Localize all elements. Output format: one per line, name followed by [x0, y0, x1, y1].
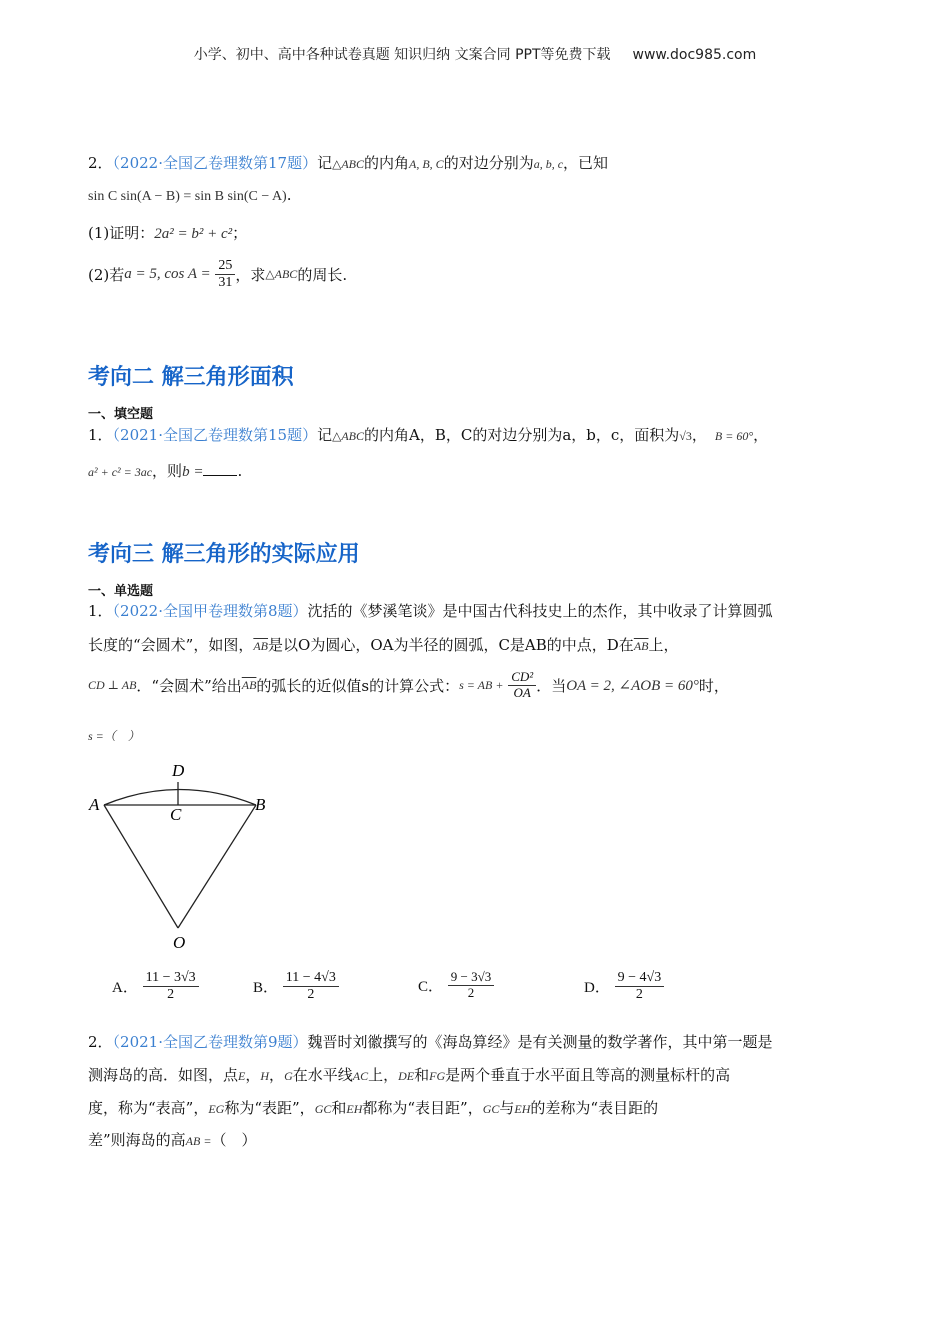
text: 与 [499, 1099, 515, 1117]
math: DE [398, 1069, 415, 1083]
math: s = AB + [459, 677, 504, 692]
text: （ ） [211, 1131, 257, 1149]
math: H [260, 1069, 270, 1083]
question-source: （2022·全国甲卷理数第8题） [112, 602, 308, 620]
answer-blank[interactable] [203, 463, 237, 476]
math: √3 [679, 429, 692, 443]
label-c: C [170, 805, 182, 824]
text: 的对边分别为 [443, 154, 534, 172]
fraction [215, 258, 235, 291]
math: △ABC [332, 157, 364, 171]
math: B = 60° [714, 429, 754, 443]
math: GC [482, 1102, 500, 1116]
question-number: 1． [88, 426, 113, 444]
numerator: 11 − 3√3 [143, 970, 199, 987]
text: . [286, 186, 292, 204]
question-number: 2． [88, 1033, 113, 1051]
text: 差”则海岛的高 [88, 1131, 186, 1149]
question-2021-9-line3 [88, 1097, 658, 1118]
text: ，则 [152, 462, 183, 480]
math: G [284, 1069, 293, 1083]
denominator: 31 [218, 275, 233, 291]
fraction [283, 970, 339, 1003]
text: 的内角 [364, 154, 410, 172]
arc-symbol: $\overline{AB}$ [241, 677, 257, 692]
page-header [0, 44, 950, 64]
question-2022-8-line4 [88, 726, 140, 744]
numerator: 9 − 4√3 [615, 970, 665, 987]
question-2021-9-line4 [88, 1129, 256, 1150]
denominator: 2 [467, 984, 475, 1000]
math-equation: sin C sin(A − B) = sin B sin(C − A) [88, 189, 287, 204]
text: 的差称为“表目距的 [530, 1099, 659, 1117]
text: ．“会圆术”给出 [136, 676, 242, 695]
text: (2)若 [88, 266, 125, 285]
fraction [615, 970, 665, 1003]
option-b[interactable] [253, 970, 339, 1003]
numerator: CD² [508, 670, 536, 686]
fraction [143, 970, 199, 1003]
math: CD ⊥ AB [88, 677, 137, 692]
segment-oa [104, 805, 178, 928]
denominator: 2 [635, 987, 643, 1003]
math: △ABC [332, 429, 364, 443]
math: AC [352, 1069, 369, 1083]
question-2021-15-line2 [88, 460, 242, 481]
math: AB = [185, 1134, 212, 1148]
fraction [508, 670, 536, 701]
header-url[interactable]: www.doc985.com [632, 47, 757, 63]
label-b: B [255, 795, 266, 814]
math: EH [514, 1102, 531, 1116]
text: 上， [648, 636, 679, 654]
label-d: D [172, 761, 185, 780]
arc-symbol: $\overline{AB}$ [253, 639, 269, 653]
text: ，求 [235, 266, 266, 285]
question-source: （2022·全国乙卷理数第17题） [112, 154, 318, 172]
question-2021-15-line1 [88, 424, 768, 445]
math: A, B, C [409, 157, 444, 171]
arc-figure [84, 760, 284, 955]
question-number: 1． [88, 602, 113, 620]
text: 在水平线 [292, 1066, 353, 1084]
option-a[interactable] [112, 970, 199, 1003]
label-a: A [89, 795, 100, 814]
math: E [238, 1069, 246, 1083]
math: △ABC [265, 267, 298, 282]
text: 记 [317, 426, 333, 444]
denominator: OA [513, 684, 531, 700]
option-d[interactable] [584, 970, 664, 1003]
question-2022-17-part1 [88, 222, 247, 243]
section-title-2: 考向二 解三角形面积 [88, 365, 294, 390]
text: ．当 [536, 676, 567, 695]
text: 是以O为圆心，OA为半径的圆弧，C是AB的中点，D在 [268, 636, 634, 654]
text: 上， [368, 1066, 399, 1084]
math-equation: 2a² = b² + c² [154, 226, 233, 242]
numerator: 9 − 3√3 [448, 970, 494, 986]
denominator: 2 [307, 987, 315, 1003]
math: FG [429, 1069, 446, 1083]
math: OA = 2, ∠AOB = 60° [566, 677, 699, 694]
text: 沈括的《梦溪笔谈》是中国古代科技史上的杰作，其中收录了计算圆弧 [307, 602, 773, 620]
text: . [237, 462, 243, 480]
label-o: O [173, 933, 186, 952]
math: s =（ ） [88, 729, 140, 743]
option-label: A． [112, 980, 138, 997]
section-subtitle: 一、单选题 [88, 584, 154, 599]
option-label: B． [253, 980, 279, 997]
segment-ob [178, 805, 256, 928]
text: 称为“表距”， [224, 1099, 315, 1117]
numerator: 11 − 4√3 [283, 970, 339, 987]
option-c[interactable] [418, 970, 494, 1001]
question-source: （2021·全国乙卷理数第15题） [112, 426, 318, 444]
text: ； [232, 224, 248, 242]
question-2022-17-line2 [88, 186, 292, 205]
text: 度，称为“表高”， [88, 1099, 209, 1117]
fraction [448, 970, 494, 1001]
text: 和 [414, 1066, 430, 1084]
text: 的周长. [297, 266, 348, 285]
text: ， [691, 426, 707, 444]
text: 记 [317, 154, 333, 172]
numerator: 25 [215, 258, 235, 275]
question-2022-8-line2 [88, 634, 679, 655]
question-2022-8-line3 [88, 670, 729, 701]
math: b = [182, 464, 204, 480]
header-text: 小学、初中、高中各种试卷真题 知识归纳 文案合同 PPT等免费下载 [193, 47, 611, 63]
denominator: 2 [167, 987, 175, 1003]
question-2021-9-line2 [88, 1064, 730, 1085]
math-equation: a = 5, cos A = [124, 266, 211, 283]
section-title-3: 考向三 解三角形的实际应用 [88, 542, 360, 567]
text: 的弧长的近似值s的计算公式： [256, 676, 460, 695]
text: 时， [698, 676, 729, 695]
text: ， [245, 1066, 261, 1084]
text: 魏晋时刘徽撰写的《海岛算经》是有关测量的数学著作，其中第一题是 [307, 1033, 773, 1051]
text: 长度的“会圆术”，如图， [88, 636, 254, 654]
text: 和 [331, 1099, 347, 1117]
math: EH [346, 1102, 363, 1116]
section-subtitle: 一、填空题 [88, 407, 154, 422]
text: ，已知 [563, 154, 609, 172]
text: ， [753, 426, 769, 444]
question-number: 2． [88, 154, 113, 172]
option-label: C． [418, 978, 444, 995]
text: 是两个垂直于水平面且等高的测量标杆的高 [445, 1066, 731, 1084]
question-2021-9-line1 [88, 1031, 773, 1052]
question-2022-17-part2 [88, 258, 347, 291]
text: 都称为“表目距”， [362, 1099, 483, 1117]
arc-symbol: $\overline{AB}$ [633, 639, 649, 653]
question-2022-8-line1 [88, 600, 773, 621]
question-2022-17-line1 [88, 152, 608, 173]
math-equation: a² + c² = 3ac [88, 465, 153, 479]
math: a, b, c [533, 157, 564, 171]
text: 测海岛的高．如图，点 [88, 1066, 239, 1084]
arc-ab [104, 790, 256, 806]
math: EG [208, 1102, 225, 1116]
math: GC [314, 1102, 332, 1116]
question-source: （2021·全国乙卷理数第9题） [112, 1033, 308, 1051]
text: ， [269, 1066, 285, 1084]
option-label: D． [584, 980, 610, 997]
text: (1)证明： [88, 224, 155, 242]
text: 的内角A，B，C的对边分别为a，b，c，面积为 [364, 426, 680, 444]
